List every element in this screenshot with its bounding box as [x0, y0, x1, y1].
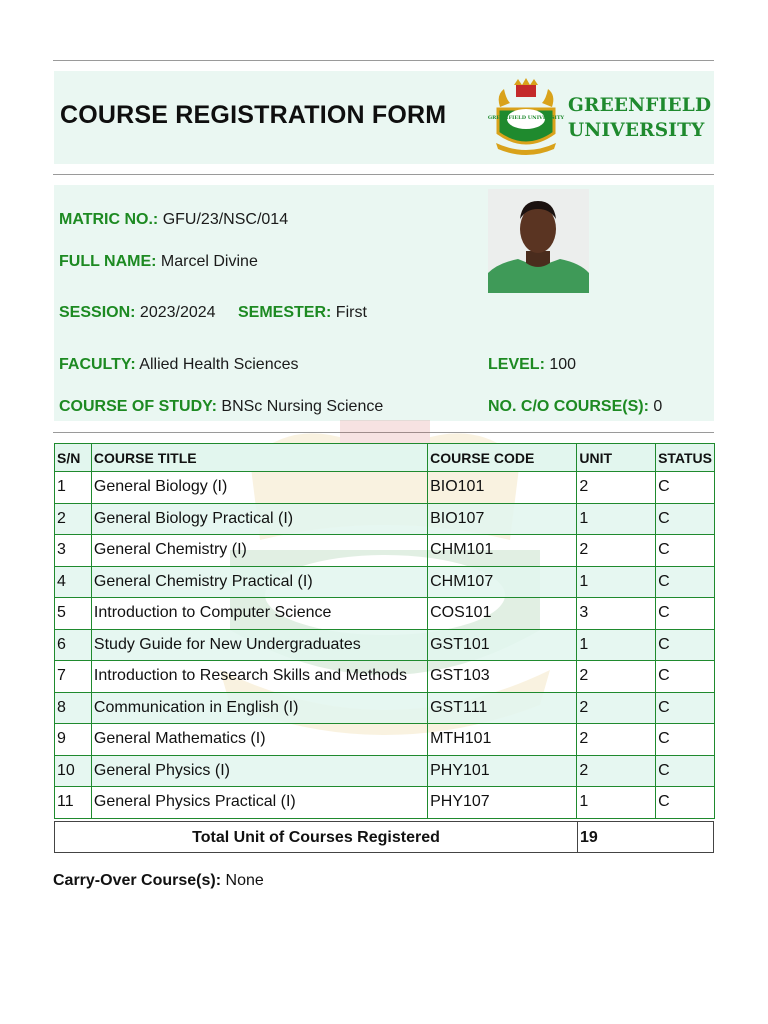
- cell-course-code: MTH101: [428, 724, 577, 756]
- cell-unit: 1: [577, 787, 656, 819]
- session-label: SESSION:: [59, 304, 136, 321]
- university-crest-logo: [486, 77, 566, 161]
- cell-status: C: [656, 629, 715, 661]
- table-row: [55, 598, 715, 630]
- total-units-row: [54, 821, 714, 853]
- table-row: [55, 692, 715, 724]
- cell-course-title: General Physics (I): [91, 755, 427, 787]
- cell-course-code: GST111: [428, 692, 577, 724]
- session-value: 2023/2024: [139, 304, 216, 321]
- total-units-divider: [577, 822, 578, 852]
- cell-sn: 9: [55, 724, 92, 756]
- table-row: [55, 503, 715, 535]
- cell-unit: 2: [577, 692, 656, 724]
- table-row: [55, 629, 715, 661]
- course-of-study-value: BNSc Nursing Science: [221, 398, 384, 415]
- cell-course-code: COS101: [428, 598, 577, 630]
- total-units-label: Total Unit of Courses Registered: [192, 829, 440, 846]
- table-row: [55, 472, 715, 504]
- cell-status: C: [656, 787, 715, 819]
- semester-field: [238, 304, 367, 322]
- cell-course-title: General Chemistry (I): [91, 535, 427, 567]
- cell-sn: 11: [55, 787, 92, 819]
- cell-sn: 6: [55, 629, 92, 661]
- cell-status: C: [656, 755, 715, 787]
- cell-sn: 2: [55, 503, 92, 535]
- cell-course-title: Introduction to Research Skills and Methods: [91, 661, 427, 693]
- cell-course-title: General Biology Practical (I): [91, 503, 427, 535]
- faculty-value: Allied Health Sciences: [139, 356, 299, 373]
- cell-sn: 10: [55, 755, 92, 787]
- table-header-row: [55, 444, 715, 472]
- column-header-course-code: COURSE CODE: [428, 444, 577, 472]
- session-field: [59, 304, 216, 322]
- header-divider: [53, 174, 714, 175]
- course-of-study-field: [59, 398, 383, 416]
- student-photo: [488, 189, 589, 293]
- cell-status: C: [656, 503, 715, 535]
- cell-status: C: [656, 566, 715, 598]
- cell-course-code: BIO107: [428, 503, 577, 535]
- cell-sn: 4: [55, 566, 92, 598]
- page-title: COURSE REGISTRATION FORM: [60, 101, 447, 129]
- carry-over-courses: [53, 872, 264, 890]
- cell-course-title: General Mathematics (I): [91, 724, 427, 756]
- cell-course-title: Introduction to Computer Science: [91, 598, 427, 630]
- cell-sn: 5: [55, 598, 92, 630]
- university-name-line2: UNIVERSITY: [568, 120, 705, 141]
- cell-status: C: [656, 598, 715, 630]
- carry-over-count-value: 0: [653, 398, 663, 415]
- carry-over-label: Carry-Over Course(s):: [53, 872, 222, 889]
- table-row: [55, 661, 715, 693]
- column-header-course-title: COURSE TITLE: [91, 444, 427, 472]
- column-header-status: STATUS: [656, 444, 715, 472]
- cell-course-code: CHM101: [428, 535, 577, 567]
- cell-sn: 3: [55, 535, 92, 567]
- student-info-panel: [54, 185, 714, 421]
- cell-sn: 8: [55, 692, 92, 724]
- course-of-study-label: COURSE OF STUDY:: [59, 398, 217, 415]
- cell-course-code: GST103: [428, 661, 577, 693]
- top-divider: [53, 60, 714, 61]
- cell-course-title: Communication in English (I): [91, 692, 427, 724]
- cell-sn: 7: [55, 661, 92, 693]
- carry-over-value: None: [225, 872, 264, 889]
- logo-text: GREENFIELD UNIVERSITY: [487, 115, 565, 121]
- university-name: [568, 93, 711, 143]
- cell-sn: 1: [55, 472, 92, 504]
- cell-course-code: PHY101: [428, 755, 577, 787]
- full-name-label: FULL NAME:: [59, 253, 157, 270]
- cell-unit: 1: [577, 503, 656, 535]
- cell-course-code: PHY107: [428, 787, 577, 819]
- table-row: [55, 535, 715, 567]
- course-table: [54, 443, 715, 819]
- cell-course-code: CHM107: [428, 566, 577, 598]
- cell-unit: 2: [577, 724, 656, 756]
- cell-status: C: [656, 535, 715, 567]
- cell-unit: 1: [577, 566, 656, 598]
- cell-unit: 2: [577, 755, 656, 787]
- carry-over-count-field: [488, 398, 662, 416]
- cell-status: C: [656, 692, 715, 724]
- cell-course-title: Study Guide for New Undergraduates: [91, 629, 427, 661]
- cell-course-title: General Physics Practical (I): [91, 787, 427, 819]
- level-label: LEVEL:: [488, 356, 545, 373]
- table-row: [55, 566, 715, 598]
- full-name-field: [59, 253, 258, 271]
- column-header-unit: UNIT: [577, 444, 656, 472]
- cell-course-code: BIO101: [428, 472, 577, 504]
- semester-value: First: [335, 304, 367, 321]
- cell-unit: 2: [577, 661, 656, 693]
- cell-unit: 3: [577, 598, 656, 630]
- table-row: [55, 787, 715, 819]
- level-field: [488, 356, 576, 374]
- level-value: 100: [549, 356, 577, 373]
- matric-label: MATRIC NO.:: [59, 211, 159, 228]
- cell-status: C: [656, 724, 715, 756]
- total-units-value: 19: [580, 829, 598, 846]
- table-row: [55, 755, 715, 787]
- cell-course-title: General Biology (I): [91, 472, 427, 504]
- faculty-label: FACULTY:: [59, 356, 136, 373]
- carry-over-count-label: NO. C/O COURSE(S):: [488, 398, 649, 415]
- cell-course-code: GST101: [428, 629, 577, 661]
- matric-field: [59, 211, 288, 229]
- cell-unit: 1: [577, 629, 656, 661]
- full-name-value: Marcel Divine: [160, 253, 258, 270]
- cell-course-title: General Chemistry Practical (I): [91, 566, 427, 598]
- cell-status: C: [656, 472, 715, 504]
- column-header-sn: S/N: [55, 444, 92, 472]
- university-name-line1: GREENFIELD: [568, 95, 712, 116]
- cell-unit: 2: [577, 535, 656, 567]
- faculty-field: [59, 356, 299, 374]
- form-header: [54, 71, 714, 164]
- table-row: [55, 724, 715, 756]
- cell-status: C: [656, 661, 715, 693]
- matric-value: GFU/23/NSC/014: [162, 211, 289, 228]
- semester-label: SEMESTER:: [238, 304, 332, 321]
- cell-unit: 2: [577, 472, 656, 504]
